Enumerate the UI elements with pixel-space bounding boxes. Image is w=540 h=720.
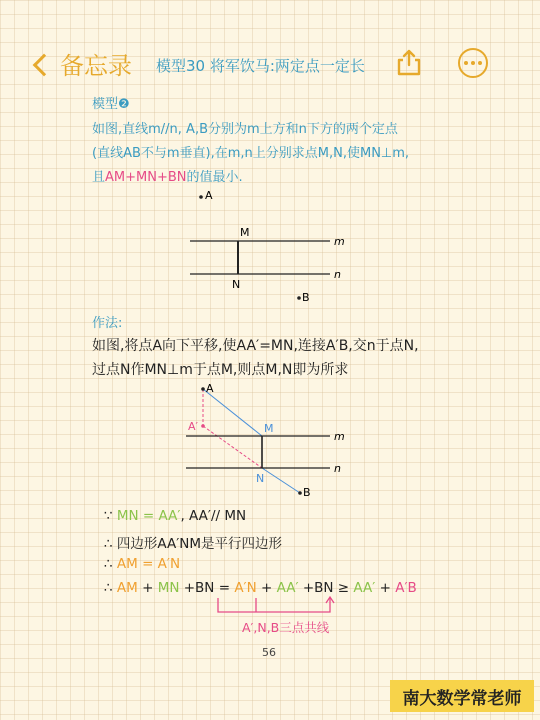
proof-line-4-aa-2: AA′ xyxy=(353,580,376,596)
model-line-2: (直线AB不与m垂直),在m,n上分别求点M,N,使MN⊥m, xyxy=(92,146,410,161)
fig2-label-a-prime: A′ xyxy=(188,420,199,433)
note-title: 模型30 将军饮马:两定点一定长 xyxy=(156,57,365,75)
proof-line-3-text: AM = A′N xyxy=(116,556,181,572)
proof-line-2-text: 四边形AA′NM是平行四边形 xyxy=(116,536,283,552)
fig2-label-line-m: m xyxy=(334,430,345,443)
proof-line-4-am: AM xyxy=(116,580,138,596)
back-label: 备忘录 xyxy=(60,52,132,80)
fig1-label-n: N xyxy=(232,278,241,291)
fig2-label-line-n: n xyxy=(334,462,341,475)
proof-line-1-a: MN = AA′ xyxy=(116,508,181,524)
proof-line-4-plus-3: + xyxy=(379,580,391,596)
bracket-outer xyxy=(218,598,330,612)
fig2-label-m: M xyxy=(264,422,274,435)
model-heading: 模型❷ xyxy=(92,97,130,112)
proof-line-4-an: A′N xyxy=(234,580,257,596)
therefore-symbol: ∴ xyxy=(104,536,113,552)
because-symbol: ∵ xyxy=(104,508,113,524)
method-line-2: 过点N作MN⊥m于点M,则点M,N即为所求 xyxy=(92,362,349,378)
proof-line-4-plus-1: + xyxy=(142,580,154,596)
model-line-3-expr: AM+MN+BN xyxy=(105,170,187,185)
fig1-label-b: B xyxy=(302,291,310,304)
proof-line-4-aa: AA′ xyxy=(276,580,299,596)
proof-line-4-ab: A′B xyxy=(395,580,417,596)
fig2-label-a: A xyxy=(206,382,214,395)
proof-line-4-mn: MN xyxy=(157,580,180,596)
collinear-note: A′,N,B三点共线 xyxy=(242,620,330,635)
proof-line-4-bn: +BN = xyxy=(183,580,231,596)
therefore-symbol: ∴ xyxy=(104,556,113,572)
therefore-symbol: ∴ xyxy=(104,580,113,596)
fig1-label-line-m: m xyxy=(334,235,345,248)
fig1-label-line-n: n xyxy=(334,268,341,281)
model-line-3-suffix: 的值最小. xyxy=(186,170,243,185)
fig1-label-a: A xyxy=(205,189,213,202)
method-heading: 作法: xyxy=(92,316,123,331)
proof-line-4-plus-2: + xyxy=(261,580,273,596)
watermark-badge: 南大数学常老师 xyxy=(390,680,534,712)
fig1-label-m: M xyxy=(240,226,250,239)
fig2-label-n: N xyxy=(256,472,265,485)
fig2-label-b: B xyxy=(303,486,311,499)
proof-line-1-b: , AA′// MN xyxy=(180,508,247,524)
method-line-1: 如图,将点A向下平移,使AA′=MN,连接A′B,交n于点N, xyxy=(92,338,419,354)
page-number: 56 xyxy=(262,646,276,659)
model-line-1: 如图,直线m//n, A,B分别为m上方和n下方的两个定点 xyxy=(92,122,398,137)
model-line-3-prefix: 且 xyxy=(92,170,106,185)
proof-line-4-ge: +BN ≥ xyxy=(302,580,350,596)
